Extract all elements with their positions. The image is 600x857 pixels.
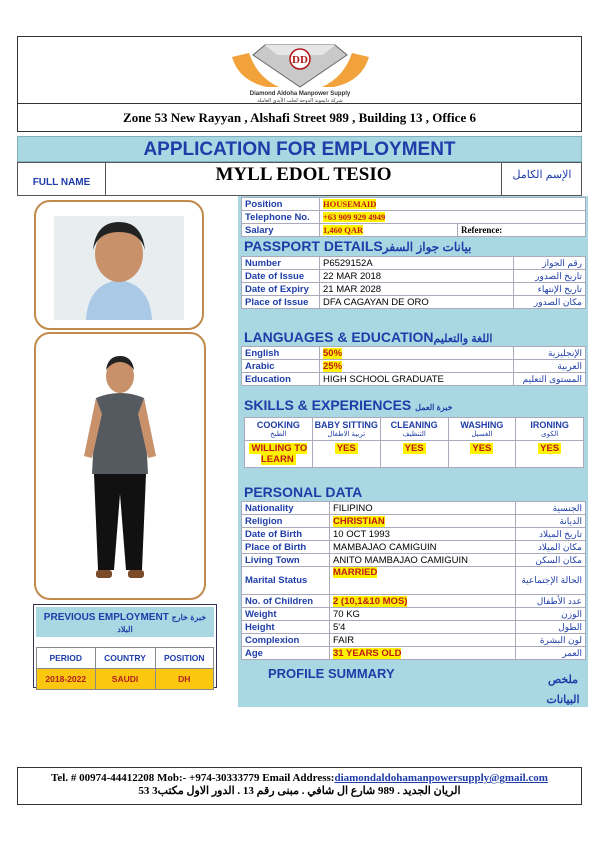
skill-washing-cell (448, 441, 516, 468)
skills-section-title (244, 397, 453, 413)
job-info-table (241, 197, 586, 237)
period-header: PERIOD (37, 648, 96, 669)
skills-title-en: SKILLS & EXPERIENCES (244, 397, 412, 413)
issue-date-value: 22 MAR 2018 (320, 270, 514, 283)
birth-date-label: Date of Birth (242, 528, 330, 541)
table-row (242, 373, 586, 386)
nationality-label: Nationality (242, 502, 330, 515)
full-name-row (17, 162, 582, 196)
full-name-value: MYLL EDOL TESIO (215, 164, 392, 185)
telephone-cell (320, 211, 586, 224)
skills-header-row (245, 418, 584, 441)
skill-cleaning-cell (380, 441, 448, 468)
skill-cooking-value: WILLING TO LEARN (251, 443, 308, 465)
age-value: 31 YEARS OLD (333, 647, 402, 659)
languages-title-ar: اللغة والتعليم (433, 333, 493, 345)
birth-date-value: 10 OCT 1993 (330, 528, 516, 541)
skill-cooking-name: COOKING (256, 420, 300, 430)
email-link[interactable]: diamondaldohamanpowersupply@gmail.com (334, 772, 548, 784)
nationality-value: FILIPINO (330, 502, 516, 515)
company-address: Zone 53 New Rayyan , Alshafi Street 989 , Building 13 , Office 6 (17, 103, 582, 131)
complexion-label-ar: لون البشرة (516, 634, 586, 647)
skill-babysitting-ar: تربية الاطفال (327, 431, 366, 438)
religion-value: CHRISTIAN (333, 515, 385, 527)
issue-date-label: Date of Issue (242, 270, 320, 283)
skill-babysitting-cell (312, 441, 380, 468)
skill-cooking-cell (245, 441, 313, 468)
previous-employment-title: PREVIOUS EMPLOYMENT (43, 612, 169, 623)
country-value: SAUDI (95, 669, 155, 690)
table-row (242, 270, 586, 283)
passport-number-value: P6529152A (320, 257, 514, 270)
footer-contact-line (18, 768, 581, 784)
telephone-label: Telephone No. (242, 211, 320, 224)
languages-section-title (244, 329, 492, 345)
previous-employment-box (33, 604, 217, 688)
skill-ironing-name: IRONING (530, 420, 569, 430)
height-label-ar: الطول (516, 621, 586, 634)
previous-employment-header (36, 607, 214, 637)
skill-babysitting-name: BABY SITTING (314, 420, 378, 430)
living-town-label-ar: مكان السكن (516, 554, 586, 567)
weight-label: Weight (242, 608, 330, 621)
age-cell (330, 647, 516, 660)
salary-value: 1,460 QAR (323, 224, 364, 235)
personal-section-title: PERSONAL DATA (244, 484, 363, 500)
table-row (242, 528, 586, 541)
age-label: Age (242, 647, 330, 660)
position-value: HOUSEMAID (323, 198, 377, 209)
religion-cell (330, 515, 516, 528)
education-label-ar: المستوى التعليم (514, 373, 586, 386)
full-body-photo (34, 332, 206, 600)
issue-place-label-ar: مكان الصدور (514, 296, 586, 309)
position-label: Position (242, 198, 320, 211)
skill-babysitting-value: YES (336, 443, 356, 454)
company-name-ar: شركة دايموند الدوحة لجلب الأيدي العاملة (257, 98, 343, 103)
position-value: DH (155, 669, 213, 690)
table-row (242, 621, 586, 634)
expiry-date-value: 21 MAR 2028 (320, 283, 514, 296)
english-label: English (242, 347, 320, 360)
country-header: COUNTRY (95, 648, 155, 669)
skills-title-ar: خبرة العمل (415, 403, 453, 412)
passport-title-ar: بيانات جواز السفر (382, 240, 472, 254)
passport-number-label: Number (242, 257, 320, 270)
children-cell (330, 595, 516, 608)
passport-section-title (244, 238, 471, 254)
birth-date-label-ar: تاريخ الميلاد (516, 528, 586, 541)
weight-label-ar: الوزن (516, 608, 586, 621)
previous-employment-title-ar: خبرة خارج البلاد (117, 613, 207, 634)
skills-table (244, 417, 584, 468)
issue-place-label: Place of Issue (242, 296, 320, 309)
education-label: Education (242, 373, 320, 386)
expiry-date-label-ar: تاريخ الإنتهاء (514, 283, 586, 296)
marital-status-label: Marital Status (242, 567, 330, 595)
telephone-value: +63 909 929 4949 (323, 211, 386, 222)
skill-washing-header (448, 418, 516, 441)
languages-table (241, 346, 586, 386)
religion-label: Religion (242, 515, 330, 528)
children-value: 2 (10,1&10 MOS) (333, 595, 408, 607)
birth-place-label: Place of Birth (242, 541, 330, 554)
birth-place-value: MAMBAJAO CAMIGUIN (330, 541, 516, 554)
table-row (242, 296, 586, 309)
logo-monogram: DD (292, 54, 308, 66)
company-name-en: Diamond Aldoha Manpower Supply (249, 91, 351, 97)
footer (17, 767, 582, 805)
table-row (242, 634, 586, 647)
personal-table (241, 501, 586, 660)
salary-cell (320, 224, 458, 237)
profile-summary-title-ar: ملخص البيانات (546, 674, 580, 706)
skill-ironing-value: YES (540, 443, 560, 454)
arabic-label-ar: العربية (514, 360, 586, 373)
age-label-ar: العمر (516, 647, 586, 660)
expiry-date-label: Date of Expiry (242, 283, 320, 296)
passport-number-label-ar: رقم الجواز (514, 257, 586, 270)
table-row (242, 360, 586, 373)
languages-title-en: LANGUAGES & EDUCATION (244, 329, 434, 345)
children-label-ar: عدد الأطفال (516, 595, 586, 608)
nationality-label-ar: الجنسية (516, 502, 586, 515)
table-row (242, 211, 586, 224)
english-label-ar: الإنجليزية (514, 347, 586, 360)
skill-washing-value: YES (472, 443, 492, 454)
english-value: 50% (323, 347, 343, 359)
table-row (242, 198, 586, 211)
arabic-value: 25% (323, 360, 343, 372)
table-row (242, 595, 586, 608)
table-row (242, 347, 586, 360)
skill-cleaning-header (380, 418, 448, 441)
salary-label: Salary (242, 224, 320, 237)
arabic-label: Arabic (242, 360, 320, 373)
living-town-label: Living Town (242, 554, 330, 567)
skill-cleaning-value: YES (404, 443, 424, 454)
skill-cleaning-ar: التنظيف (402, 431, 426, 438)
footer-contact: Tel. # 00974-44412208 Mob:- +974-30333779 Email Address: (51, 772, 335, 784)
table-row (242, 647, 586, 660)
table-row (242, 567, 586, 595)
skill-cleaning-name: CLEANING (390, 420, 438, 430)
skill-ironing-cell (516, 441, 584, 468)
table-row (242, 554, 586, 567)
passport-title-en: PASSPORT DETAILS (244, 238, 383, 254)
skill-babysitting-header (312, 418, 380, 441)
issue-date-label-ar: تاريخ الصدور (514, 270, 586, 283)
marital-status-label-ar: الحالة الإجتماعية (516, 567, 586, 595)
full-name-label-ar: الإسم الكامل (501, 163, 582, 195)
skill-cooking-header (245, 418, 313, 441)
education-value: HIGH SCHOOL GRADUATE (320, 373, 514, 386)
table-row (242, 257, 586, 270)
passport-table (241, 256, 586, 309)
table-row (242, 608, 586, 621)
skill-ironing-header (516, 418, 584, 441)
height-value: 5'4 (330, 621, 516, 634)
complexion-label: Complexion (242, 634, 330, 647)
birth-place-label-ar: مكان الميلاد (516, 541, 586, 554)
table-row (242, 541, 586, 554)
profile-summary-title: PROFILE SUMMARY (268, 666, 395, 681)
arabic-cell (320, 360, 514, 373)
reference-label: Reference: (458, 224, 586, 237)
skill-ironing-ar: الكوى (541, 431, 559, 438)
skills-value-row (245, 441, 584, 468)
position-cell (320, 198, 586, 211)
religion-label-ar: الديانة (516, 515, 586, 528)
table-row (242, 502, 586, 515)
issue-place-value: DFA CAGAYAN DE ORO (320, 296, 514, 309)
skill-cooking-ar: الطبخ (270, 431, 287, 438)
company-logo (17, 37, 582, 103)
footer-address-ar: 53 الريان الجديد . 989 شارع ال شافي . مبنى رقم 13 . الدور الاول مكتب3 (138, 785, 461, 797)
english-cell (320, 347, 514, 360)
living-town-value: ANITO MAMBAJAO CAMIGUIN (330, 554, 516, 567)
position-header: POSITION (155, 648, 213, 669)
weight-value: 70 KG (330, 608, 516, 621)
table-row (242, 283, 586, 296)
table-row (242, 515, 586, 528)
skill-washing-ar: الغسيل (471, 431, 493, 438)
period-value: 2018-2022 (37, 669, 96, 690)
full-name-label: FULL NAME (18, 163, 106, 195)
children-label: No. of Children (242, 595, 330, 608)
page-title: APPLICATION FOR EMPLOYMENT (17, 136, 582, 162)
previous-employment-table (36, 647, 214, 690)
marital-status-cell (330, 567, 516, 595)
table-row (242, 224, 586, 237)
height-label: Height (242, 621, 330, 634)
complexion-value: FAIR (330, 634, 516, 647)
headshot-photo (34, 200, 204, 330)
skill-washing-name: WASHING (460, 420, 504, 430)
marital-status-value: MARRIED (333, 567, 378, 578)
